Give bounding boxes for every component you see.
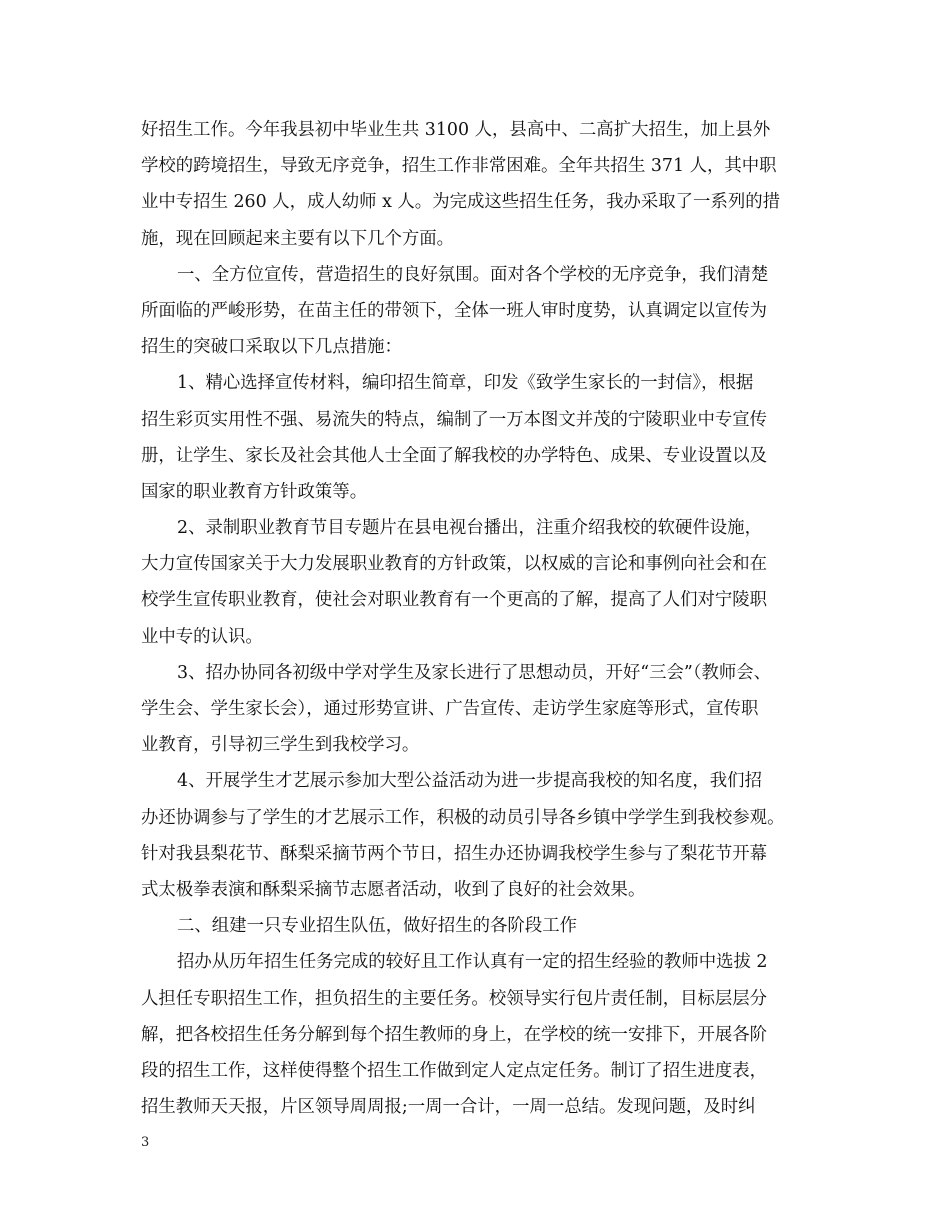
text-line: 业中专招生 260 人，成人幼师 x 人。为完成这些招生任务，我办采取了一系列的措 — [141, 192, 781, 213]
text-line: 册，让学生、家长及社会其他人士全面了解我校的办学特色、成果、专业设置以及 — [141, 445, 768, 466]
text-line: 式太极拳表演和酥梨采摘节志愿者活动，收到了良好的社会效果。 — [141, 879, 646, 900]
text-line: 国家的职业教育方针政策等。 — [141, 481, 368, 502]
text-line: 招生彩页实用性不强、易流失的特点，编制了一万本图文并茂的宁陵职业中专宣传 — [141, 409, 768, 430]
text-line: 学生会、学生家长会），通过形势宣讲、广告宣传、走访学生家庭等形式，宣传职 — [141, 699, 759, 719]
text-line: 学校的跨境招生，导致无序竞争，招生工作非常困难。全年共招生 371 人，其中职 — [141, 156, 777, 177]
text-line: 业中专的认识。 — [141, 626, 263, 647]
text-line: 所面临的严峻形势，在苗主任的带领下，全体一班人审时度势，认真调定以宣传为 — [141, 300, 768, 321]
text-line: 大力宣传国家关于大力发展职业教育的方针政策，以权威的言论和事例向社会和在 — [141, 554, 768, 575]
body-text — [141, 112, 816, 1125]
text-line: 校学生宣传职业教育，使社会对职业教育有一个更高的了解，提高了人们对宁陵职 — [141, 590, 768, 611]
text-line: 针对我县梨花节、酥梨采摘节两个节日，招生办还协调我校学生参与了梨花节开幕 — [141, 843, 768, 864]
paragraph-start-line: 2、录制职业教育节目专题片在县电视台播出，注重介绍我校的软硬件设施， — [177, 518, 762, 539]
text-line: 解，把各校招生任务分解到每个招生教师的身上，在学校的统一安排下，开展各阶 — [141, 1024, 768, 1045]
text-line: 招生的突破口采取以下几点措施： — [141, 337, 402, 358]
text-line: 招生教师天天报，片区领导周周报;一周一合计，一周一总结。发现问题，及时纠 — [141, 1097, 756, 1118]
paragraph-start-line: 1、精心选择宣传材料，编印招生简章，印发《致学生家长的一封信》，根据 — [177, 373, 754, 394]
paragraph-start-line: 招办从历年招生任务完成的较好且工作认真有一定的招生经验的教师中选拔 2 — [177, 952, 768, 973]
text-line: 施，现在回顾起来主要有以下几个方面。 — [141, 228, 455, 249]
paragraph-start-line: 3、招办协同各初级中学对学生及家长进行了思想动员，开好“三会”（教师会、 — [177, 662, 772, 683]
text-line: 办还协调参与了学生的才艺展示工作，积极的动员引导各乡镇中学学生到我校参观。 — [141, 807, 785, 828]
text-line: 业教育，引导初三学生到我校学习。 — [141, 735, 420, 756]
text-line: 人担任专职招生工作，担负招生的主要任务。校领导实行包片责任制，目标层层分 — [141, 988, 768, 1009]
text-line: 段的招生工作，这样使得整个招生工作做到定人定点定任务。制订了招生进度表， — [141, 1060, 768, 1081]
section-heading-line: 二、组建一只专业招生队伍，做好招生的各阶段工作 — [177, 916, 577, 937]
paragraph-start-line: 一、全方位宣传，营造招生的良好氛围。面对各个学校的无序竞争，我们清楚 — [177, 264, 769, 285]
text-line: 好招生工作。今年我县初中毕业生共 3100 人，县高中、二高扩大招生，加上县外 — [141, 120, 771, 140]
page-number: 3 — [141, 1135, 150, 1150]
paragraph-start-line: 4、开展学生才艺展示参加大型公益活动为进一步提高我校的知名度，我们招 — [177, 771, 762, 792]
